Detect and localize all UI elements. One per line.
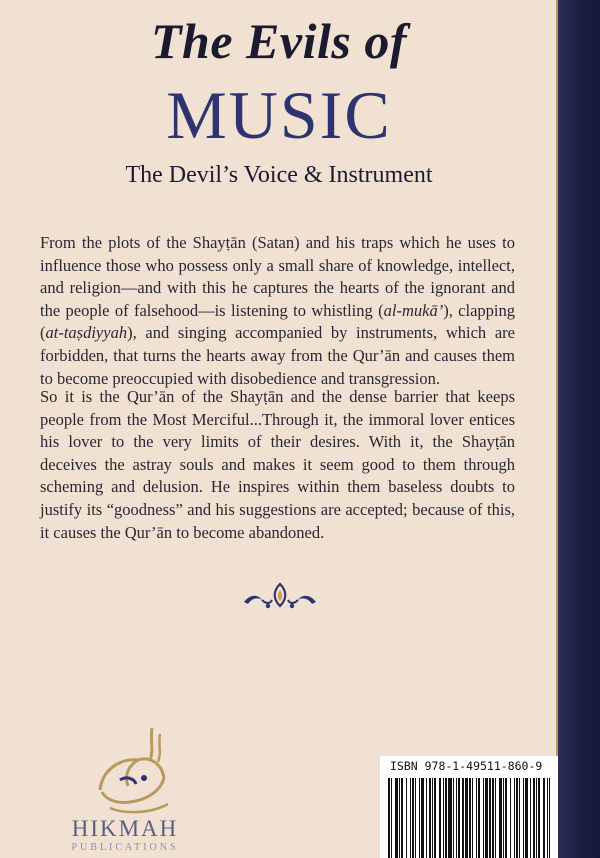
publisher-logo-icon [80, 720, 190, 820]
publisher-name: HIKMAH [71, 816, 179, 841]
title-line-1: The Evils of [151, 13, 407, 69]
barcode-bars [388, 778, 550, 858]
title-line-2: MUSIC [166, 77, 392, 153]
blurb-p1-term-2: at-taṣdiyyah [45, 323, 128, 343]
barcode [380, 756, 558, 858]
spine-edge [558, 0, 600, 858]
blurb-paragraph-2: So it is the Qur’ān of the Shayṭān and the dense barrier that keeps people from the Most Merciful...Through it, the immoral lover entices his lover to the very limits of their desires. With it, the Shayṭān deceives the astray souls and makes it seem good to them through scheming and delusion. He inspires within them baseless doubts to justify its “goodness” and his suggestions are accepted; because of this, it causes the Qur’ān to become abandoned. [40, 387, 515, 542]
blurb-p1-text-b: ), clapping ( [40, 300, 515, 343]
ornament-icon [238, 580, 322, 612]
isbn-number: ISBN 978-1-49511-860-9 [390, 759, 543, 773]
subtitle: The Devil’s Voice & Instrument [125, 162, 433, 188]
blurb-p1-term-1: al-mukā’ [383, 300, 444, 320]
blurb-paragraph-1 [40, 232, 515, 390]
blurb-p1-text-a: From the plots of the Shayṭān (Satan) and his traps which he uses to influence those who possess only a small share of knowledge, intellect, and religion—and with this he captures the hearts of the ignorant and the people of falsehood—is listening to whistling ( [40, 233, 515, 320]
blurb-p1-text-c: ), and singing accompanied by instruments, which are forbidden, that turns the hearts away from the Qur’ān and causes them to become preoccupied with disobedience and transgression. [40, 323, 515, 388]
publisher-tagline: PUBLICATIONS [71, 842, 179, 853]
